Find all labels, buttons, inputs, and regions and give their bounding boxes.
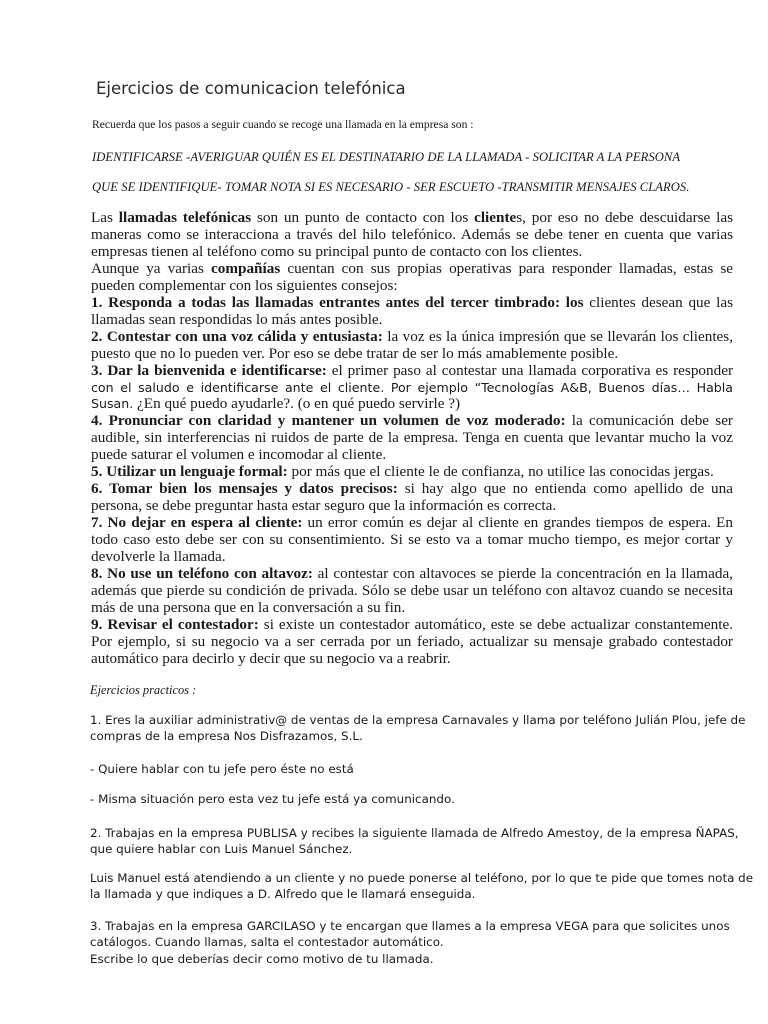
tip-text: un error común es dejar al cliente en grandes tiempos de espera. En todo caso esto debe ser con su consentimiento. Si se esto va a tomar mucho tiempo, es mejor cortar y devolverle la llamada. [91, 514, 733, 566]
tip-item [91, 413, 733, 464]
exercise-1a: - Quiere hablar con tu jefe pero éste no está [90, 762, 354, 776]
tip-heading: 7. No dejar en espera al cliente: [91, 514, 303, 532]
tip-heading: 6. Tomar bien los mensajes y datos precisos: [91, 480, 398, 498]
exercise-line: Escribe lo que deberías decir como motivo de tu llamada. [90, 951, 434, 966]
tip-text: el primer paso al contestar una llamada corporativa es responder [326, 361, 733, 379]
document-title: Ejercicios de comunicacion telefónica [96, 79, 406, 98]
tip-heading: 3. Dar la bienvenida e identificarse: [91, 361, 327, 379]
tip-item [91, 329, 733, 363]
tip-heading: 5. Utilizar un lenguaje formal: [91, 463, 288, 481]
exercise-line: Luis Manuel está atendiendo a un cliente y no puede ponerse al teléfono, por lo que te pide que tomes nota de [90, 871, 754, 885]
steps-line-2: QUE SE IDENTIFIQUE- TOMAR NOTA SI ES NECESARIO - SER ESCUETO -TRANSMITIR MENSAJES CLAROS. [92, 180, 690, 194]
exercise-line: compras de la empresa Nos Disfrazamos, S.L. [90, 729, 363, 744]
tip-heading: 4. Pronunciar con claridad y mantener un volumen de voz moderado: [91, 412, 566, 430]
exercise-line: 3. Trabajas en la empresa GARCILASO y te encargan que llames a la empresa VEGA para que solicites unos [90, 919, 730, 933]
exercise-line: que quiere hablar con Luis Manuel Sánchez. [90, 842, 353, 857]
text-run: son un punto de contacto con los [251, 209, 475, 226]
exercises-heading: Ejercicios practicos : [90, 683, 197, 697]
tip-item [91, 617, 733, 668]
tip-item [91, 515, 733, 566]
exercise-line: la llamada y que indiques a D. Alfredo que le llamará enseguida. [90, 887, 476, 902]
tip-text: al contestar con altavoces se pierde la concentración en la llamada, además que pierde su condición de privada. Sólo se debe usar un teléfono con altavoz cuando se necesita más de una persona que en la conversación a su fin. [91, 565, 733, 616]
bold-run: compañías [211, 259, 281, 277]
tip-heading: 2. Contestar con una voz cálida y entusiasta: [91, 327, 383, 345]
tip-item [91, 464, 733, 481]
tip-item [91, 481, 733, 515]
bold-run: cliente [474, 209, 517, 226]
tip-heading: 1. Responda a todas las llamadas entrantes antes del tercer timbrado: los [91, 293, 584, 311]
exercise-1b: - Misma situación pero esta vez tu jefe está ya comunicando. [90, 792, 455, 806]
exercise-3 [90, 918, 730, 967]
paragraph-companies [91, 261, 733, 295]
exercise-2 [90, 825, 739, 858]
exercise-2-detail [90, 870, 753, 903]
text-run: cuentan con sus propias operativas para responder llamadas, estas se pueden complementar con los siguientes consejos: [91, 259, 734, 294]
body-text [91, 210, 733, 668]
tip-text: clientes desean que las llamadas sean respondidas lo más antes posible. [91, 293, 733, 328]
tip-example: con el saludo e identificarse ante el cliente. Por ejemplo “Tecnologías A&B, Buenos días… Habla Susan. [91, 379, 733, 412]
exercise-line: 1. Eres la auxiliar administrativ@ de ventas de la empresa Carnavales y llama por teléfono Julián Plou, jefe de [90, 713, 746, 727]
tip-heading: 9. Revisar el contestador: [91, 615, 259, 633]
tip-text: si hay algo que no entienda como apellido de una persona, se debe preguntar hasta estar seguro que la información es correcta. [91, 480, 733, 515]
tip-text: la comunicación debe ser audible, sin interferencias ni ruidos de parte de la empresa. Tenga en cuenta que levantar mucho la voz puede saturar el volumen e incomodar al cliente. [91, 412, 733, 464]
exercise-line: 2. Trabajas en la empresa PUBLISA y recibes la siguiente llamada de Alfredo Amestoy, de la empresa ÑAPAS, [90, 826, 739, 840]
tip-text: la voz es la única impresión que se llevarán los clientes, puesto que no lo pueden ver. Por eso se debe tratar de ser lo más amablemente posible. [91, 327, 733, 362]
steps-line-1: IDENTIFICARSE -AVERIGUAR QUIÉN ES EL DESTINATARIO DE LA LLAMADA - SOLICITAR A LA PERSONA [92, 150, 681, 164]
tip-item [91, 295, 733, 329]
tip-heading: 8. No use un teléfono con altavoz: [91, 565, 313, 583]
exercise-line: catálogos. Cuando llamas, salta el contestador automático. [90, 935, 444, 950]
tip-text: ¿En qué puedo ayudarle?. (o en qué puedo servirle ?) [133, 395, 461, 413]
tip-item [91, 566, 733, 617]
paragraph-intro [91, 210, 733, 261]
text-run: Las [91, 209, 119, 226]
intro-text: Recuerda que los pasos a seguir cuando se recoge una llamada en la empresa son : [92, 118, 474, 131]
tip-text: si existe un contestador automático, este se debe actualizar constantemente. Por ejemplo, si su negocio va a ser cerrada por un feriado, actualizar su mensaje grabado contestador automático para decirlo y decir que su negocio va a reabrir. [91, 615, 733, 667]
tip-text: por más que el cliente le de confianza, no utilice las conocidas jergas. [287, 463, 714, 481]
text-run: s, por eso no debe descuidarse las maneras como se interacciona a través del hilo telefónico. Además se debe tener en cuenta que varias empresas tienen al teléfono como su principal punto de contacto con los clientes. [91, 209, 733, 260]
text-run: Aunque ya varias [91, 259, 212, 277]
tip-item [91, 363, 733, 414]
exercise-1 [90, 712, 745, 745]
bold-run: llamadas telefónicas [118, 209, 252, 226]
